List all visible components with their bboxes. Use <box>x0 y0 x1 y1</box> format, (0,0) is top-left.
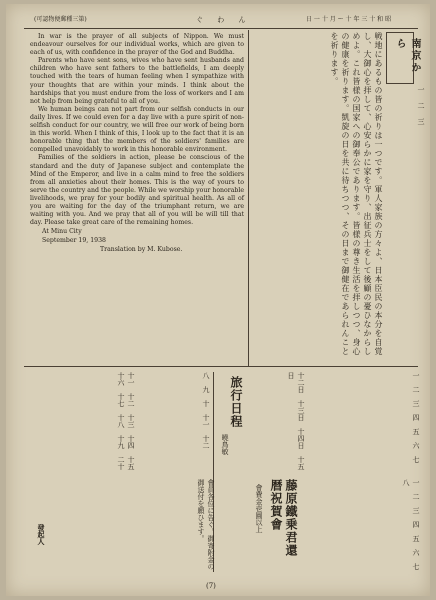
itinerary-heading: 旅行日程 <box>229 376 243 428</box>
header-left: (可認物便郵種三第) <box>34 16 87 23</box>
notice-text: 會員各位に告ぐ。御寄附金の御送付を願ひます。 <box>197 479 215 570</box>
notice-stamp: 發起人 <box>37 524 46 545</box>
header-right: 日 一 十 月 ー 十 年 三 十 和 昭 <box>306 16 392 23</box>
english-date: September 19, 1938 <box>42 237 106 245</box>
name-list-right: 一 二 三 四 五 六 七 <box>412 372 420 463</box>
english-paragraph: We human beings can not part from our selfish conducts in our daily lives. If we could even for a day live with a pure spirit of non-selfish conduct for our country, we will free our work of being born in this world. When I think of this, I look up to the fact that it is an honorable thing that the members of the soldiers' families are compelled unavoidably to work in this honorable environment. <box>30 105 244 154</box>
column-divider <box>248 30 249 366</box>
english-place-date: At Minu City <box>42 228 82 236</box>
party-sub: 會費金壱圓以上 <box>255 484 263 533</box>
header-rule <box>24 28 418 29</box>
english-paragraph: Parents who have sent sons, wives who have sent husbands and children who have sent fathers to the battlefields, I am deeply touched with the tears of human feeling when I sympathize with your thoughts that are within your minds. I think about the hardships that you must endure from the loss of workers and I am not help from being grateful to all of you. <box>30 57 244 105</box>
article-title: 南京から <box>394 38 420 74</box>
party-headline: 藤原鐵乗君還暦祝賀會 <box>269 479 298 557</box>
bottom-right-list: 一 二 三 四 五 六 七 八 <box>402 479 420 577</box>
name-list-middle: 八 九 十 十一 十二 <box>202 372 210 449</box>
itinerary-list: 十二日 十三日 十四日 十五日 <box>287 372 305 470</box>
newspaper-page <box>6 4 430 596</box>
name-list-left: 十一 十二 十三 十四 十五 十六 十七 十八 十九 二十 <box>117 372 135 477</box>
page-header <box>6 12 430 28</box>
itinerary-author: 曉鳥敏 <box>221 434 229 455</box>
section-rule <box>24 366 418 367</box>
english-letter <box>30 33 244 363</box>
japanese-article-body: 戦地にあるもの皆の祈りは一つです。軍人家族の方々よ、日本臣民の本分を自覚し、大御心を拝して、心安らかに家を守り、出征兵士をして後顧の憂ひなからしめよ。これ皆様の国家への御奉公であります。皆様の尊き生活を拝しつつ、身心の健康を祈ります。凱旋の日を共に待ちつつ、その日まで御健在であられんことを祈ります。 <box>330 32 383 356</box>
english-paragraph: Families of the soldiers in action, please be conscious of the standard and the duty of Japanese subject and contemplate the Mind of the Emperor, and live in a calm mind to free the soldiers from all anxieties about their homes. This is the way of yours to serve the country and the people. While we worship your honorable livelihoods, we pray for your bodily and spiritual health. As all of you are waiting for the day of the triumphant return, we are waiting with you. And we pray that all of you will be will till that day. Please take great care of the remaining homes. <box>30 154 244 227</box>
header-title: ぐ わ ん <box>196 16 252 24</box>
english-paragraph: In war is the prayer of all subjects of Nippon. We must endeavour ourselves for our individual works, which are given to each of us, with confidence in the prayer of the God and Buddha. <box>30 33 244 57</box>
english-translator: Translation by M. Kubose. <box>100 246 183 254</box>
page-number: (7) <box>206 582 216 590</box>
side-column-text: 一 二 三 <box>417 86 425 126</box>
